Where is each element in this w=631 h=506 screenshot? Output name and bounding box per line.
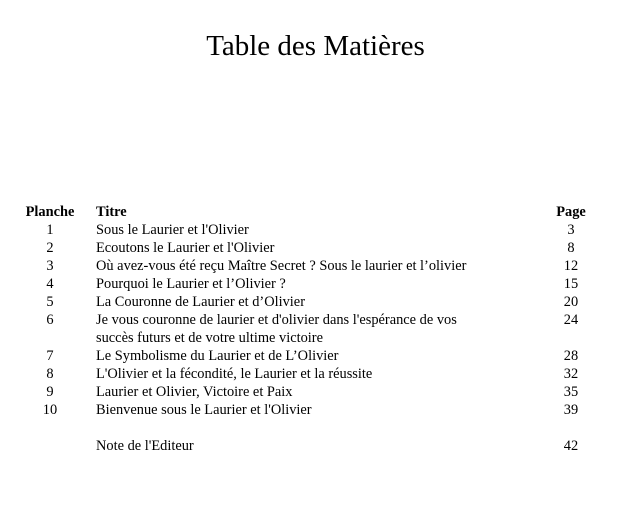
row-title: L'Olivier et la fécondité, le Laurier et la réussite	[96, 366, 373, 382]
row-number: 4	[46, 276, 54, 292]
row-number: 8	[46, 366, 54, 382]
row-page: 24	[563, 312, 579, 328]
note-row	[0, 437, 631, 455]
table-row	[0, 275, 631, 293]
row-title: La Couronne de Laurier et d’Olivier	[96, 294, 305, 310]
header-planche: Planche	[25, 204, 75, 220]
table-row	[0, 383, 631, 401]
row-number: 5	[46, 294, 54, 310]
row-page: 32	[563, 366, 579, 382]
table-row	[0, 365, 631, 383]
table-row	[0, 239, 631, 257]
row-page: 8	[567, 240, 575, 256]
row-title: Pourquoi le Laurier et l’Olivier ?	[96, 276, 286, 292]
toc-header-row	[0, 203, 631, 221]
row-page: 15	[563, 276, 579, 292]
row-number: 3	[46, 258, 54, 274]
header-page: Page	[556, 204, 586, 220]
page-title: Table des Matières	[206, 30, 425, 62]
table-row	[0, 221, 631, 239]
row-number: 7	[46, 348, 54, 364]
table-row	[0, 347, 631, 365]
table-row	[0, 401, 631, 419]
toc-table	[0, 203, 631, 455]
row-number: 10	[42, 402, 58, 418]
row-title: Je vous couronne de laurier et d'olivier dans l'espérance de vos succès futurs et de votre ultime victoire	[96, 312, 457, 346]
row-page: 20	[563, 294, 579, 310]
row-title: Où avez-vous été reçu Maître Secret ? Sous le laurier et l’olivier	[96, 258, 467, 274]
table-row	[0, 311, 631, 347]
note-page: 42	[563, 438, 579, 454]
row-title: Laurier et Olivier, Victoire et Paix	[96, 384, 293, 400]
table-row	[0, 293, 631, 311]
row-page: 12	[563, 258, 579, 274]
table-row	[0, 257, 631, 275]
row-title: Sous le Laurier et l'Olivier	[96, 222, 249, 238]
row-page: 3	[567, 222, 575, 238]
row-title: Le Symbolisme du Laurier et de L’Olivier	[96, 348, 339, 364]
row-title: Ecoutons le Laurier et l'Olivier	[96, 240, 275, 256]
row-page: 35	[563, 384, 579, 400]
row-number: 2	[46, 240, 54, 256]
note-title: Note de l'Editeur	[96, 438, 194, 454]
row-number: 6	[46, 312, 54, 328]
row-number: 1	[46, 222, 54, 238]
row-title: Bienvenue sous le Laurier et l'Olivier	[96, 402, 312, 418]
row-number: 9	[46, 384, 54, 400]
row-page: 28	[563, 348, 579, 364]
row-page: 39	[563, 402, 579, 418]
header-titre: Titre	[96, 204, 127, 220]
